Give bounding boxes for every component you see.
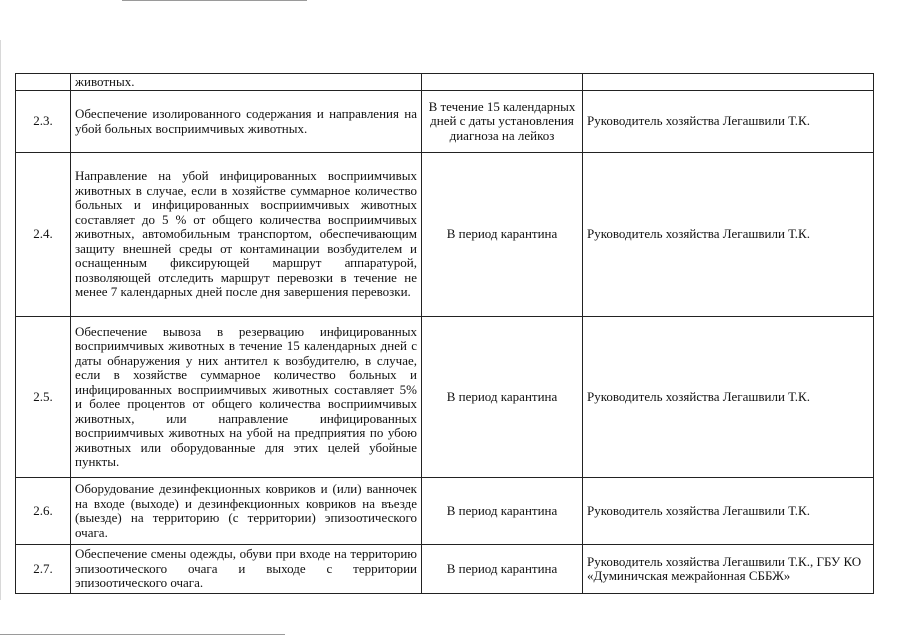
scan-edge-bottom [0,634,285,635]
action-text: животных. [71,74,422,91]
table-row [16,91,874,153]
responsible-text: Руководитель хозяйства Легашвили Т.К. [583,153,874,317]
term-text: В период карантина [422,545,583,594]
term-text: В период карантина [422,153,583,317]
action-text: Обеспечение смены одежды, обуви при входе на территорию эпизоотического очага и выходе с территории эпизоотического очага. [71,545,422,594]
term-text: В период карантина [422,478,583,545]
table-row [16,74,874,91]
term-text: В течение 15 календарных дней с даты установления диагноза на лейкоз [422,91,583,153]
scan-edge-top [122,0,307,1]
item-number [16,74,71,91]
table-row [16,478,874,545]
responsible-text: Руководитель хозяйства Легашвили Т.К. [583,91,874,153]
item-number: 2.5. [16,317,71,478]
item-number: 2.3. [16,91,71,153]
item-number: 2.7. [16,545,71,594]
table-row [16,317,874,478]
responsible-text: Руководитель хозяйства Легашвили Т.К. [583,478,874,545]
responsible-text [583,74,874,91]
action-text: Оборудование дезинфекционных ковриков и (или) ванночек на входе (выходе) и дезинфекционных ковриков на въезде (выезде) на территорию (с территории) эпизоотического очага. [71,478,422,545]
table-row [16,545,874,594]
item-number: 2.4. [16,153,71,317]
action-text: Направление на убой инфицированных восприимчивых животных в случае, если в хозяйстве суммарное количество больных и инфицированных восприимчивых животных составляет до 5 % от общего количества восприимчивых животных, автомобильным транспортом, обеспечивающим защиту внешней среды от контаминации возбудителем и оснащенным фиксирующей маршрут аппаратурой, позволяющей отследить маршрут перевозки в течение не менее 7 календарных дней после дня завершения перевозки. [71,153,422,317]
responsible-text: Руководитель хозяйства Легашвили Т.К. [583,317,874,478]
term-text: В период карантина [422,317,583,478]
table-row [16,153,874,317]
action-text: Обеспечение изолированного содержания и направления на убой больных восприимчивых животных. [71,91,422,153]
responsible-text: Руководитель хозяйства Легашвили Т.К., ГБУ КО «Думиничская межрайонная СББЖ» [583,545,874,594]
scan-edge-left [0,40,1,600]
action-text: Обеспечение вывоза в резервацию инфицированных восприимчивых животных в течение 15 календарных дней с даты обнаружения у них антител к возбудителю, в случае, если в хозяйстве суммарное количество больных и инфицированных восприимчивых животных составляет 5% и более процентов от общего количества восприимчивых животных, или направление инфицированных восприимчивых животных на убой на предприятия по убою животных или оборудованные для этих целей убойные пункты. [71,317,422,478]
term-text [422,74,583,91]
measures-table [15,73,874,594]
item-number: 2.6. [16,478,71,545]
